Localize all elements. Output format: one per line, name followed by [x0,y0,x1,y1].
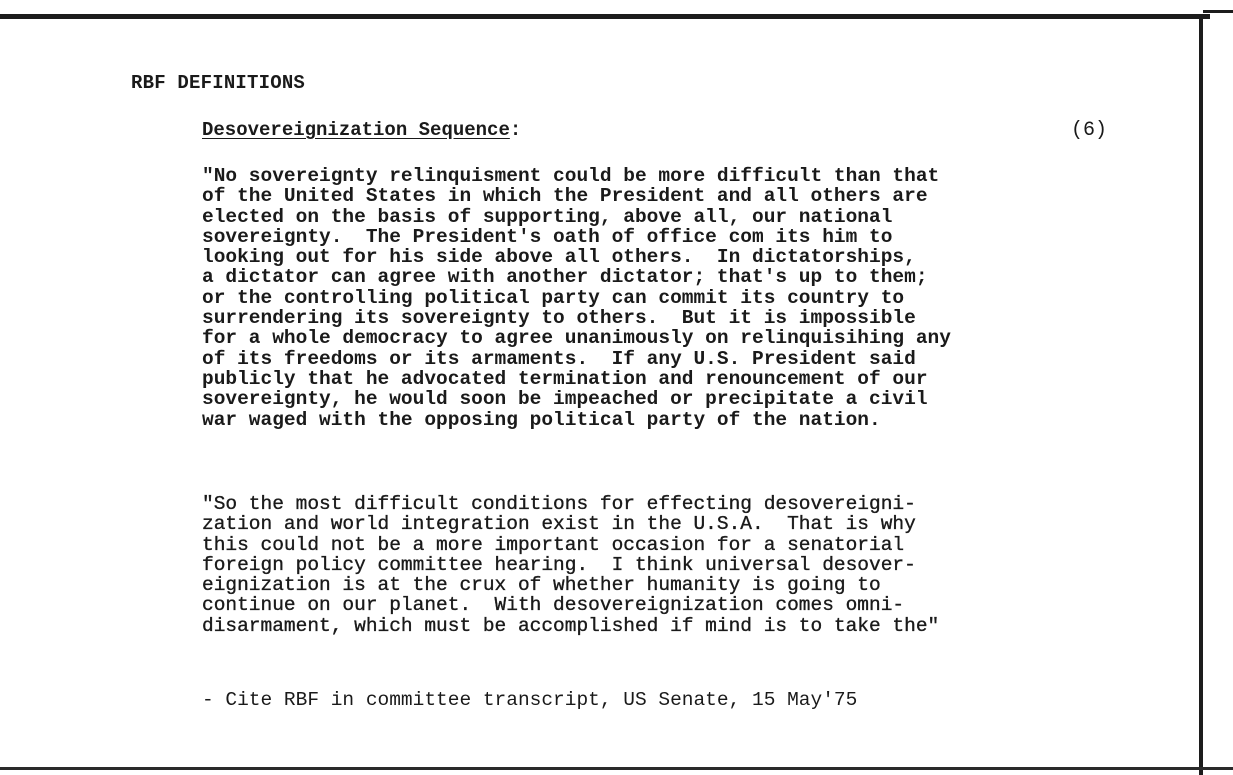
top-border [0,14,1210,19]
paragraph-line: of its freedoms or its armaments. If any U.S. President said [202,347,916,370]
top-right-border [1203,10,1233,13]
quote-paragraph-2 [202,494,939,636]
entry-title: Desovereignization Sequence [202,119,510,141]
entry-number: (6) [1071,119,1108,142]
paragraph-line: sovereignty, he would soon be impeached or precipitate a civil [202,388,928,411]
paragraph-line: "So the most difficult conditions for effecting desovereigni- [202,493,916,515]
citation: - Cite RBF in committee transcript, US Senate, 15 May'75 [202,689,858,711]
paragraph-line: this could not be a more important occasion for a senatorial [202,533,905,556]
paragraph-line: or the controlling political party can commit its country to [202,286,905,309]
paragraph-line: continue on our planet. With desovereignization comes omni- [202,594,905,617]
quote-paragraph-1 [202,166,951,430]
paragraph-line: a dictator can agree with another dictator; that's up to them; [202,266,928,289]
paragraph-line: disarmament, which must be accomplished if mind is to take the" [202,614,940,637]
paragraph-line: elected on the basis of supporting, above all, our national [202,205,893,228]
entry-heading [202,119,521,141]
bottom-border [0,767,1233,770]
paragraph-line: surrendering its sovereignty to others. But it is impossible [202,307,916,330]
paragraph-line: foreign policy committee hearing. I think universal desover- [202,553,916,576]
paragraph-line: sovereignty. The President's oath of office com its him to [202,225,893,248]
paragraph-line: of the United States in which the President and all others are [202,185,928,208]
paragraph-line: zation and world integration exist in the U.S.A. That is why [202,513,916,536]
paragraph-line: looking out for his side above all others. In dictatorships, [202,246,916,269]
page-heading: RBF DEFINITIONS [131,72,306,94]
paragraph-line: eignization is at the crux of whether humanity is going to [202,574,881,597]
paragraph-line: for a whole democracy to agree unanimously on relinquisihing any [202,327,951,350]
right-border [1199,14,1203,775]
paragraph-line: publicly that he advocated termination and renouncement of our [202,367,928,390]
paragraph-line: "No sovereignty relinquisment could be more difficult than that [202,165,940,187]
paragraph-line: war waged with the opposing political party of the nation. [202,408,881,431]
entry-colon: : [509,119,522,141]
